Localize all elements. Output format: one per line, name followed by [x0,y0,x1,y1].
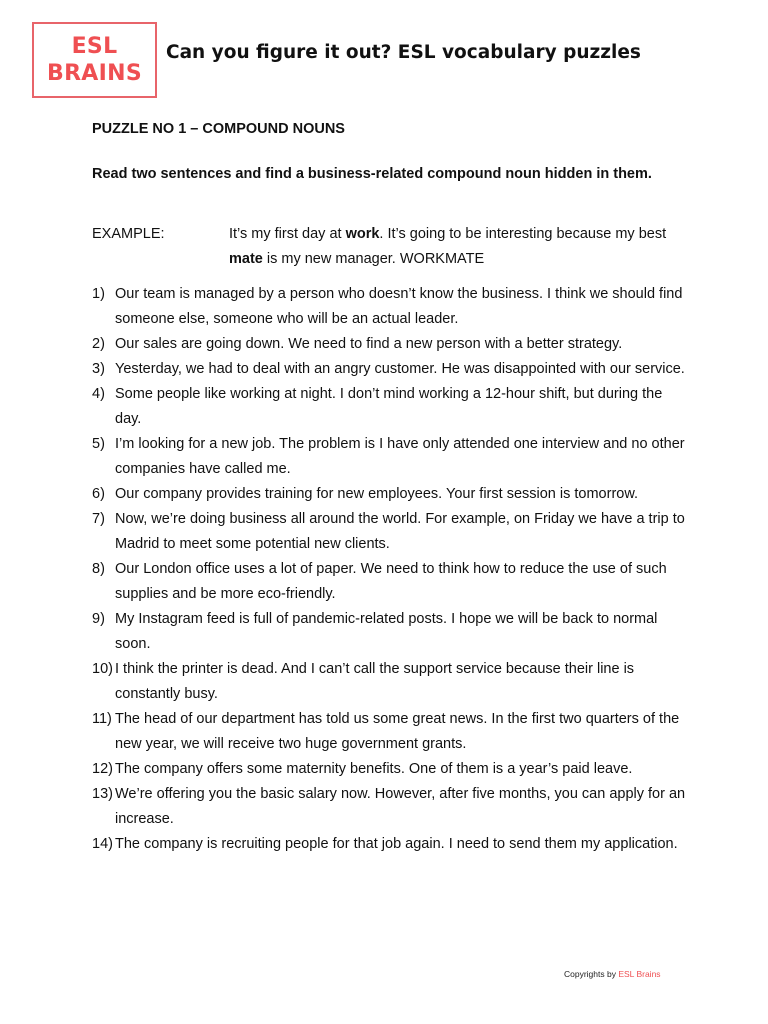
puzzle-item-number: 11) [92,711,112,727]
example-text [229,222,679,272]
puzzle-item [92,482,692,507]
puzzle-item-number: 4) [92,386,105,402]
puzzle-item-number: 7) [92,511,105,527]
puzzle-title: PUZZLE NO 1 – COMPOUND NOUNS [92,121,345,137]
puzzle-item [92,507,692,557]
puzzle-instructions: Read two sentences and find a business-related compound noun hidden in them. [92,166,652,182]
puzzle-item-text: My Instagram feed is full of pandemic-related posts. I hope we will be back to normal soon. [115,611,658,652]
copyright-prefix: Copyrights by [564,969,619,979]
puzzle-item-number: 3) [92,361,105,377]
puzzle-item-text: Some people like working at night. I don’t mind working a 12-hour shift, but during the day. [115,386,663,427]
puzzle-item-text: Our company provides training for new employees. Your first session is tomorrow. [115,486,639,502]
puzzle-list [92,282,692,857]
puzzle-item-number: 2) [92,336,105,352]
copyright-brand: ESL Brains [618,969,661,979]
example-part-2: . It’s going to be interesting because my best [379,226,667,242]
logo-line-1: ESL [71,34,118,59]
puzzle-item [92,607,692,657]
puzzle-item-text: Yesterday, we had to deal with an angry customer. He was disappointed with our service. [115,361,685,377]
puzzle-item-text: Our London office uses a lot of paper. We need to think how to reduce the use of such supplies and be more eco-friendly. [115,561,667,602]
puzzle-item [92,357,692,382]
puzzle-item-text: Our sales are going down. We need to find a new person with a better strategy. [115,336,623,352]
puzzle-item [92,557,692,607]
puzzle-item-text: Now, we’re doing business all around the world. For example, on Friday we have a trip to Madrid to meet some potential new clients. [115,511,685,552]
puzzle-item-number: 5) [92,436,105,452]
copyright-footer [564,969,661,979]
puzzle-item-text: Our team is managed by a person who doesn’t know the business. I think we should find someone else, someone who will be an actual leader. [115,286,683,327]
puzzle-item [92,382,692,432]
example-part-1: It’s my first day at [229,226,346,242]
esl-brains-logo [32,22,157,98]
puzzle-item-number: 6) [92,486,105,502]
puzzle-item-number: 14) [92,836,113,852]
page-title: Can you figure it out? ESL vocabulary puzzles [166,42,641,63]
puzzle-item-text: The company is recruiting people for that job again. I need to send them my application. [115,836,678,852]
puzzle-item-number: 1) [92,286,105,302]
puzzle-item [92,832,692,857]
example-part-3: is my new manager. WORKMATE [262,251,485,267]
puzzle-item-number: 12) [92,761,113,777]
logo-line-2: BRAINS [47,61,142,86]
puzzle-item-number: 13) [92,786,113,802]
example-word-2: mate [229,251,263,267]
puzzle-item [92,332,692,357]
puzzle-item-text: We’re offering you the basic salary now. However, after five months, you can apply for an increase. [115,786,686,827]
puzzle-item [92,782,692,832]
puzzle-item [92,707,692,757]
example-word-1: work [345,226,380,242]
puzzle-item [92,657,692,707]
puzzle-item-number: 9) [92,611,105,627]
puzzle-item-number: 8) [92,561,105,577]
puzzle-item-text: I’m looking for a new job. The problem is I have only attended one interview and no other companies have called me. [115,436,685,477]
puzzle-item-text: The company offers some maternity benefits. One of them is a year’s paid leave. [115,761,633,777]
puzzle-item [92,282,692,332]
puzzle-item-text: The head of our department has told us some great news. In the first two quarters of the new year, we will receive two huge government grants. [115,711,680,752]
puzzle-item-number: 10) [92,661,113,677]
puzzle-item [92,432,692,482]
puzzle-item [92,757,692,782]
example-label: EXAMPLE: [92,226,165,242]
puzzle-item-text: I think the printer is dead. And I can’t call the support service because their line is constantly busy. [115,661,635,702]
